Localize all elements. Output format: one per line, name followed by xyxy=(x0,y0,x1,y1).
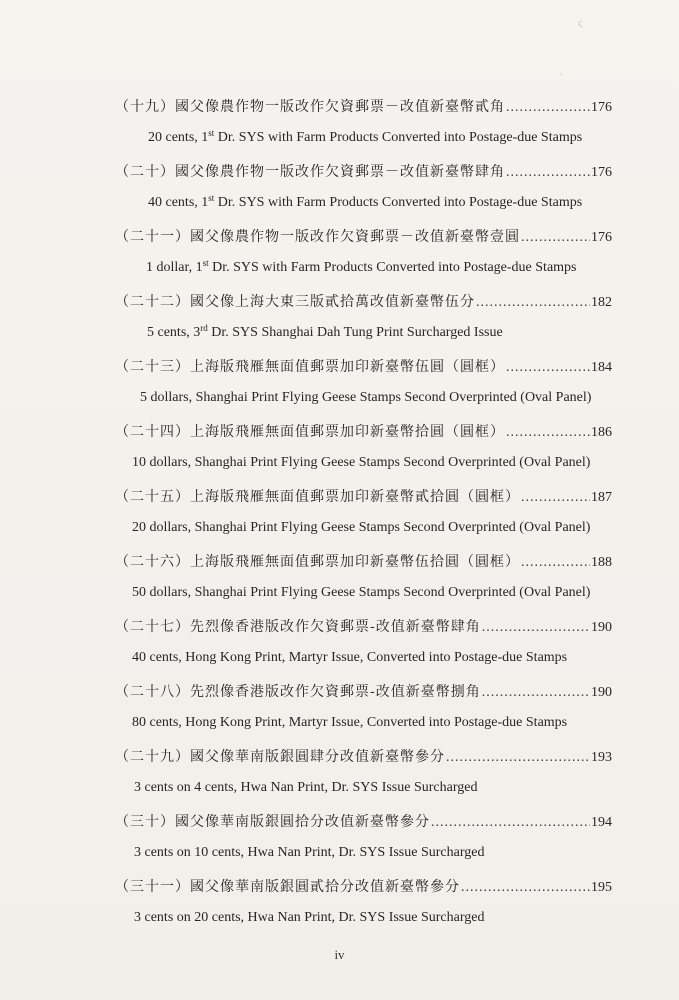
toc-entry-cn[interactable] xyxy=(115,681,612,703)
toc-entry-cn[interactable] xyxy=(115,161,612,183)
toc-entry-title: （二十三）上海版飛雁無面值郵票加印新臺幣伍圓（圓框） xyxy=(115,359,505,375)
toc-entry-title: （二十）國父像農作物一版改作欠資郵票－改值新臺幣肆角 xyxy=(115,164,505,180)
toc-entry-title: （二十九）國父像華南版銀圓肆分改值新臺幣參分 xyxy=(115,749,445,765)
toc-entry-en: 40 cents, 1st Dr. SYS with Farm Products Converted into Postage-due Stamps xyxy=(148,193,583,210)
toc-entry-en: 20 cents, 1st Dr. SYS with Farm Products Converted into Postage-due Stamps xyxy=(148,128,583,145)
toc-entry-cn[interactable] xyxy=(115,486,612,508)
toc-page-number: 190 xyxy=(591,685,612,700)
leader-dots xyxy=(521,555,590,571)
toc-entry-cn[interactable] xyxy=(115,811,612,833)
toc-entry-en: 80 cents, Hong Kong Print, Martyr Issue, Converted into Postage-due Stamps xyxy=(132,715,568,730)
toc-page-number: 176 xyxy=(591,230,612,245)
toc-page-number: 195 xyxy=(591,880,612,895)
toc-entry-en: 40 cents, Hong Kong Print, Martyr Issue, Converted into Postage-due Stamps xyxy=(132,650,568,665)
toc-entry-en: 20 dollars, Shanghai Print Flying Geese Stamps Second Overprinted (Oval Panel) xyxy=(132,520,591,535)
toc-entry-title: （二十七）先烈像香港版改作欠資郵票-改值新臺幣肆角 xyxy=(115,619,481,635)
toc-entry-title: （二十一）國父像農作物一版改作欠資郵票－改值新臺幣壹圓 xyxy=(115,229,520,245)
leader-dots xyxy=(476,295,590,311)
toc-entry-title: （十九）國父像農作物一版改作欠資郵票－改值新臺幣貳角 xyxy=(115,99,505,115)
toc-page-number: 176 xyxy=(591,165,612,180)
toc-page-number: 184 xyxy=(591,360,612,375)
toc-entry-en: 1 dollar, 1st Dr. SYS with Farm Products Converted into Postage-due Stamps xyxy=(146,258,577,275)
leader-dots xyxy=(521,490,590,506)
toc-entry-en: 3 cents on 4 cents, Hwa Nan Print, Dr. SYS Issue Surcharged xyxy=(134,780,478,795)
leader-dots xyxy=(506,425,590,441)
toc-page-number: 176 xyxy=(591,100,612,115)
toc-page-number: 186 xyxy=(591,425,612,440)
leader-dots xyxy=(521,230,590,246)
toc-entry-en: 5 dollars, Shanghai Print Flying Geese Stamps Second Overprinted (Oval Panel) xyxy=(140,390,592,405)
toc-entry-en: 3 cents on 20 cents, Hwa Nan Print, Dr. SYS Issue Surcharged xyxy=(134,910,485,925)
toc-entry-cn[interactable] xyxy=(115,551,612,573)
toc-page-number: 188 xyxy=(591,555,612,570)
toc-page-number: 194 xyxy=(591,815,612,830)
toc-entry-cn[interactable] xyxy=(115,746,612,768)
toc-entry-title: （二十五）上海版飛雁無面值郵票加印新臺幣貳拾圓（圓框） xyxy=(115,489,520,505)
page-number-footer: iv xyxy=(334,947,345,962)
toc-page-number: 182 xyxy=(591,295,612,310)
leader-dots xyxy=(482,620,590,636)
toc-entry-cn[interactable] xyxy=(115,96,612,118)
toc-entry-title: （二十四）上海版飛雁無面值郵票加印新臺幣拾圓（圓框） xyxy=(115,424,505,440)
leader-dots xyxy=(506,360,590,376)
paper-speck: ς xyxy=(578,18,582,29)
leader-dots xyxy=(482,685,590,701)
toc-page-number: 190 xyxy=(591,620,612,635)
toc-entry-en: 50 dollars, Shanghai Print Flying Geese Stamps Second Overprinted (Oval Panel) xyxy=(132,585,591,600)
leader-dots xyxy=(506,100,590,116)
toc-entry-title: （三十一）國父像華南版銀圓貳拾分改值新臺幣參分 xyxy=(115,879,460,895)
toc-entry-title: （三十）國父像華南版銀圓拾分改值新臺幣參分 xyxy=(115,814,430,830)
toc-entry-cn[interactable] xyxy=(115,876,612,898)
leader-dots xyxy=(506,165,590,181)
toc-entry-cn[interactable] xyxy=(115,616,612,638)
toc-entry-en: 10 dollars, Shanghai Print Flying Geese Stamps Second Overprinted (Oval Panel) xyxy=(132,455,591,470)
toc-entry-en: 3 cents on 10 cents, Hwa Nan Print, Dr. SYS Issue Surcharged xyxy=(134,845,485,860)
toc-entry-title: （二十六）上海版飛雁無面值郵票加印新臺幣伍拾圓（圓框） xyxy=(115,554,520,570)
toc-page-number: 187 xyxy=(591,490,612,505)
toc-entry-cn[interactable] xyxy=(115,421,612,443)
toc-page-number: 193 xyxy=(591,750,612,765)
toc-entry-en: 5 cents, 3rd Dr. SYS Shanghai Dah Tung Print Surcharged Issue xyxy=(147,323,503,340)
leader-dots xyxy=(461,880,590,896)
paper-speck: ' xyxy=(560,72,562,83)
toc-entry-cn[interactable] xyxy=(115,291,612,313)
toc-entry-title: （二十八）先烈像香港版改作欠資郵票-改值新臺幣捌角 xyxy=(115,684,481,700)
toc-entry-cn[interactable] xyxy=(115,226,612,248)
toc-entry-title: （二十二）國父像上海大東三版貳拾萬改值新臺幣伍分 xyxy=(115,294,475,310)
leader-dots xyxy=(446,750,590,766)
leader-dots xyxy=(431,815,590,831)
toc-entry-cn[interactable] xyxy=(115,356,612,378)
